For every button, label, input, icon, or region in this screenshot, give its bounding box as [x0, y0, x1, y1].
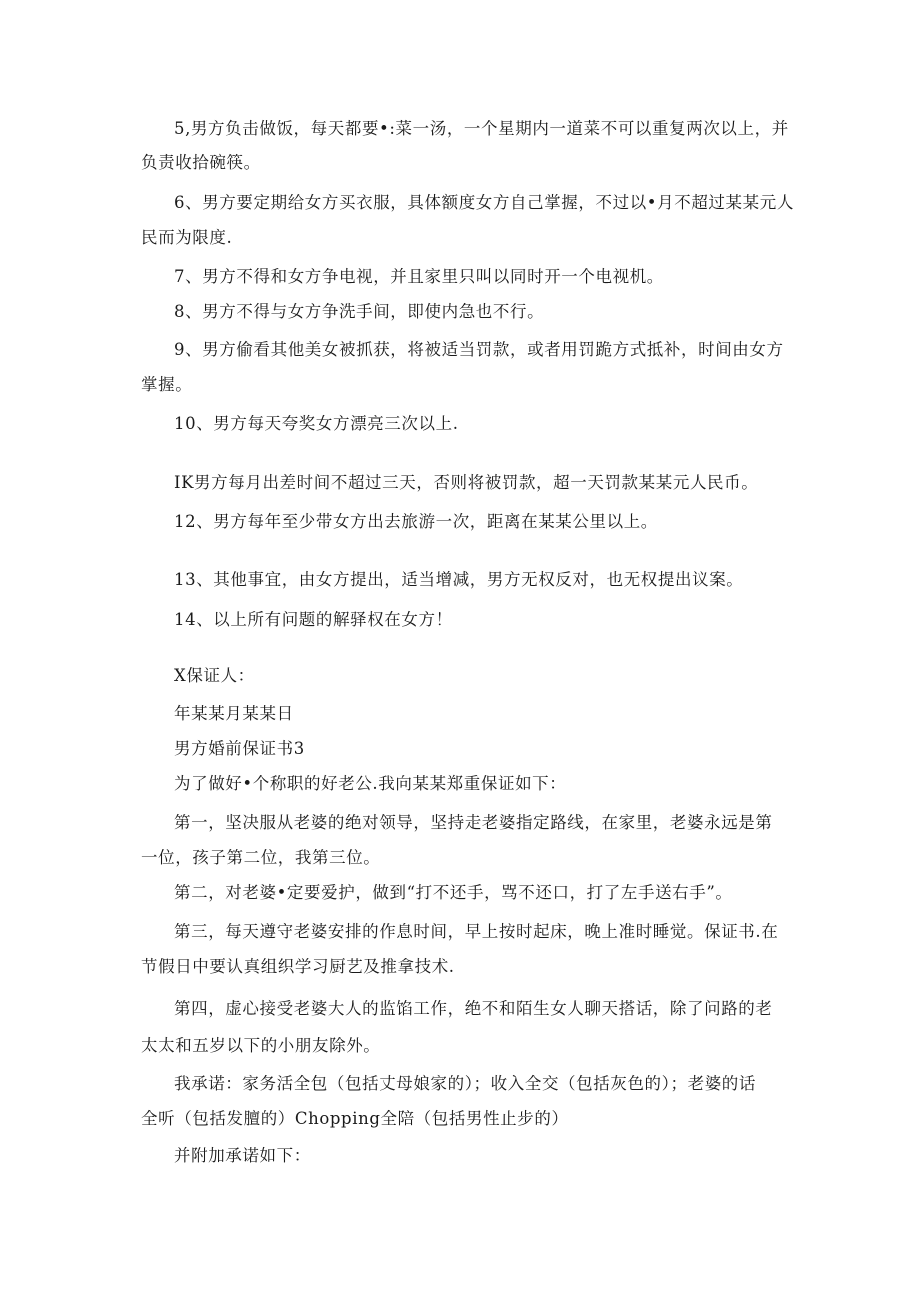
item-7: 7、男方不得和女方争电视，并且家里只叫以同时开一个电视机。: [174, 267, 664, 286]
pledge-3-line1: 第三，每天遵守老婆安排的作息时间，早上按时起床，晚上准时睡觉。保证书.在: [174, 922, 779, 941]
closing-line: 并附加承诺如下：: [174, 1146, 311, 1165]
item-12: 12、男方每年至少带女方出去旅游一次，距离在某某公里以上。: [174, 512, 658, 531]
item-10: 10、男方每天夸奖女方漂亮三次以上.: [174, 414, 459, 433]
item-5-line1: 5,男方负击做饭，每天都要•:菜一汤，一个星期内一道菜不可以重复两次以上，并: [174, 119, 789, 138]
pledge-4-line1: 第四，虚心接受老婆大人的监馅工作，绝不和陌生女人聊天搭话，除了问路的老: [174, 999, 773, 1018]
promise-line1: 我承诺：家务活全包（包括丈母娘家的）；收入全交（包括灰色的）；老婆的话: [174, 1074, 756, 1093]
pledge-2: 第二，对老婆•定要爱护，做到“打不还手，骂不还口，打了左手送右手”。: [174, 883, 733, 902]
item-14: 14、以上所有问题的解驿权在女方！: [174, 610, 453, 629]
pledge-4-line2: 太太和五岁以下的小朋友除外。: [141, 1036, 381, 1055]
section-title: 男方婚前保证书3: [174, 739, 305, 758]
promise-line2: 全听（包括发膻的）Chopping全陪（包括男性止步的）: [141, 1109, 569, 1128]
item-9-line2: 掌握。: [141, 375, 193, 394]
pledge-1-line1: 第一，坚决服从老婆的绝对领导，坚持走老婆指定路线，在家里，老婆永远是第: [174, 813, 773, 832]
intro-line: 为了做好•个称职的好老公.我向某某郑重保证如下：: [174, 774, 567, 793]
item-6-line2: 民而为限度.: [141, 228, 233, 247]
item-9-line1: 9、男方偷看其他美女被抓获，将被适当罚款，或者用罚跪方式抵补，时间由女方: [174, 340, 784, 359]
pledge-1-line2: 一位，孩子第二位，我第三位。: [141, 848, 381, 867]
item-8: 8、男方不得与女方争洗手间，即使内急也不行。: [174, 302, 545, 321]
item-11: IK男方每月出差时间不超过三天，否则将被罚款，超一天罚款某某元人民币。: [174, 473, 759, 492]
item-6-line1: 6、男方要定期给女方买衣服，具体额度女方自己掌握，不过以•月不超过某某元人: [174, 193, 794, 212]
item-13: 13、其他事宜，由女方提出，适当增减，男方无权反对，也无权提出议案。: [174, 570, 744, 589]
date-line: 年某某月某某日: [174, 704, 294, 723]
item-5-line2: 负责收拾碗筷。: [141, 153, 261, 172]
pledge-3-line2: 节假日中要认真组织学习厨艺及推拿技术.: [141, 957, 455, 976]
guarantor-line: X保证人：: [174, 666, 255, 685]
